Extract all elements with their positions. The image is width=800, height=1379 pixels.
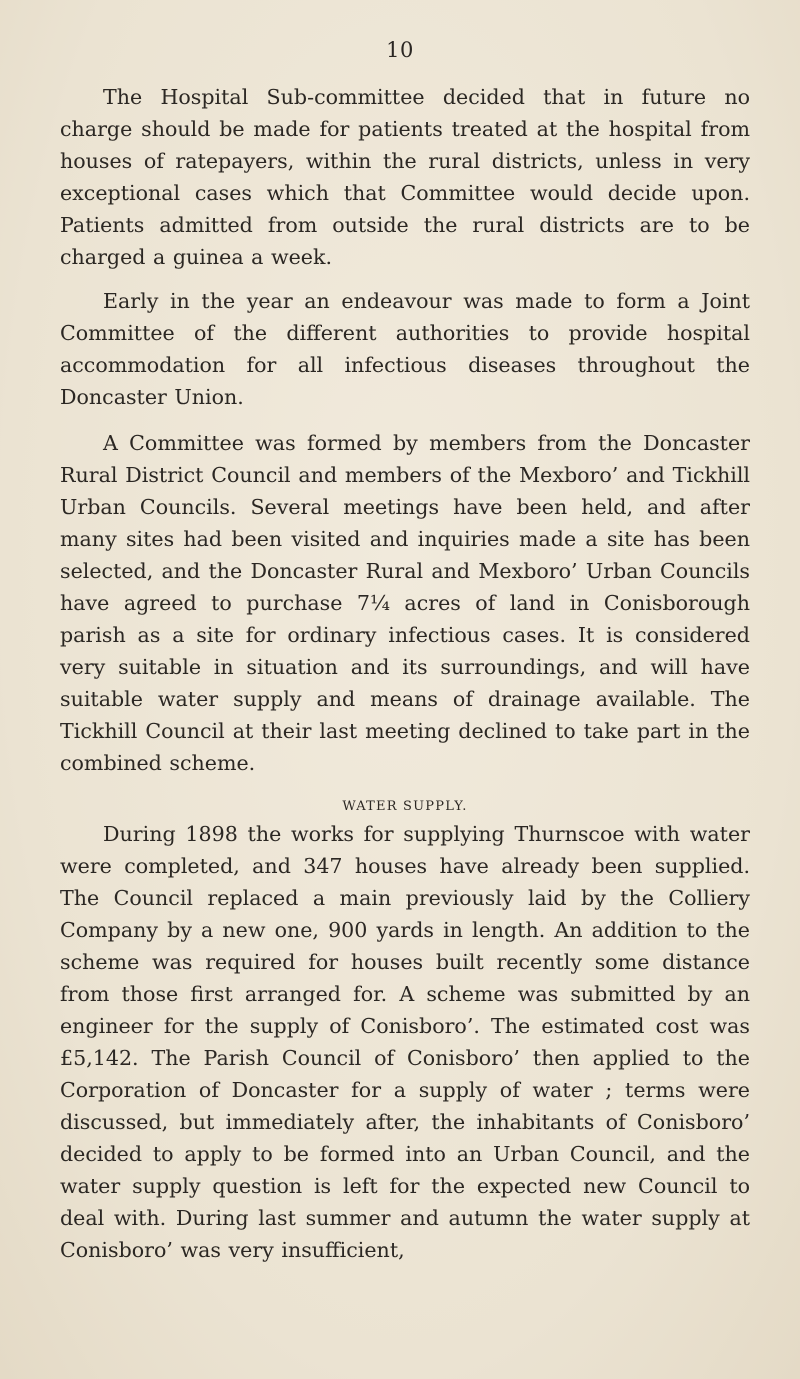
paragraph-hospital-charges: The Hospital Sub-committee decided that in future no charge should be made for patients treated at the hospital from houses of ratepayers, within the rural districts, unless in very exceptional cases which that Committee would decide upon. Patients admitted from outside the rural districts are to be charged a guinea a week. (60, 85, 750, 269)
page-number: 10 (386, 38, 414, 62)
paragraph-water-supply: During 1898 the works for supplying Thurnscoe with water were completed, and 347 houses have already been supplied. The Council replaced a main previously laid by the Colliery Company by a new one, 900 yards in length. An addition to the scheme was required for houses built recently some distance from those first arranged for. A scheme was submitted by an engineer for the supply of Conisboro’. The estimated cost was £5,142. The Parish Council of Conisboro’ then applied to the Corporation of Doncaster for a supply of water ; terms were discussed, but immediately after, the inhabitants of Conisboro’ decided to apply to be formed into an Urban Council, and the water supply question is left for the expected new Council to deal with. During last summer and autumn the water supply at Conisboro’ was very insufficient, (60, 822, 750, 1262)
section-heading-water-supply: WATER SUPPLY. (342, 799, 468, 814)
paragraph-joint-committee: Early in the year an endeavour was made to form a Joint Committee of the different authorities to provide hospital accommodation for all infectious diseases throughout the Doncaster Union. (60, 289, 750, 409)
body-text (60, 81, 750, 1266)
paragraph-committee-formed: A Committee was formed by members from the Doncaster Rural District Council and members of the Mexboro’ and Tickhill Urban Councils. Several meetings have been held, and after many sites had been visited and inquiries made a site has been selected, and the Doncaster Rural and Mexboro’ Urban Councils have agreed to purchase 7¼ acres of land in Conisborough parish as a site for ordinary infectious cases. It is considered very suitable in situation and its surroundings, and will have suitable water supply and means of drainage available. The Tickhill Council at their last meeting declined to take part in the combined scheme. (60, 431, 750, 775)
